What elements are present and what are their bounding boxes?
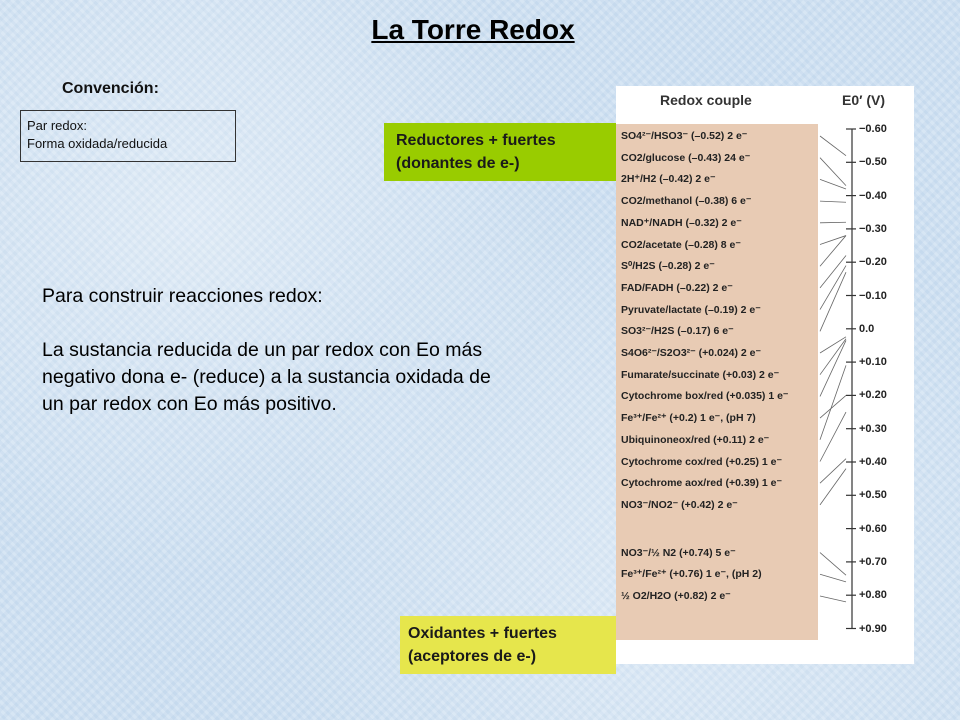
couple-connector: [820, 179, 846, 189]
redox-couple: NO3⁻/½ N2 (+0.74) 5 e⁻: [621, 546, 736, 559]
redox-couple: FAD/FADH (–0.22) 2 e⁻: [621, 281, 733, 294]
explanation-text: [42, 283, 512, 418]
page-title: La Torre Redox: [371, 14, 575, 45]
redox-tower: [616, 86, 914, 664]
reductores-line-1: Reductores + fuertes: [396, 132, 556, 149]
couple-connector: [820, 222, 846, 223]
tower-header-couple: Redox couple: [660, 92, 752, 108]
scale-label: −0.10: [859, 289, 887, 302]
redox-couple: Cytochrome box/red (+0.035) 1 e⁻: [621, 390, 789, 403]
redox-couple: SO3²⁻/H2S (–0.17) 6 e⁻: [621, 325, 734, 338]
couple-connector: [820, 158, 846, 186]
couple-connector: [820, 136, 846, 156]
convention-label: Convención:: [62, 80, 159, 97]
redox-couple: Fe³⁺/Fe²⁺ (+0.2) 1 e⁻, (pH 7): [621, 412, 756, 425]
couple-connector: [820, 340, 846, 396]
oxidantes-line-2: (aceptores de e-): [408, 648, 537, 665]
couple-connector: [820, 412, 846, 461]
redox-couple: Cytochrome cox/red (+0.25) 1 e⁻: [621, 455, 783, 468]
redox-couple: Ubiquinoneox/red (+0.11) 2 e⁻: [621, 433, 770, 446]
redox-couple: S⁰/H2S (–0.28) 2 e⁻: [621, 260, 715, 273]
scale-label: −0.50: [859, 156, 887, 169]
redox-couple: SO4²⁻/HSO3⁻ (–0.52) 2 e⁻: [621, 130, 748, 142]
redox-couple: CO2/methanol (–0.38) 6 e⁻: [621, 195, 752, 208]
scale-label: −0.40: [859, 189, 887, 202]
explanation-body: La sustancia reducida de un par redox con Eo más negativo dona e- (reduce) a la sustancia oxidada de un par redox con Eo más positivo.: [42, 339, 491, 415]
convention-line-2: Forma oxidada/reducida: [27, 136, 168, 151]
tower-scale-svg: [616, 86, 914, 664]
redox-couple: CO2/glucose (–0.43) 24 e⁻: [621, 151, 751, 164]
redox-couple: Cytochrome aox/red (+0.39) 1 e⁻: [621, 477, 783, 490]
convention-line-1: Par redox:: [27, 118, 87, 133]
oxidantes-box: [400, 616, 616, 674]
couple-connector: [820, 365, 846, 439]
scale-label: +0.70: [859, 555, 887, 568]
redox-couple: Fumarate/succinate (+0.03) 2 e⁻: [621, 368, 780, 381]
explanation-heading: Para construir reacciones redox:: [42, 285, 323, 307]
redox-couple: S4O6²⁻/S2O3²⁻ (+0.024) 2 e⁻: [621, 347, 762, 359]
redox-couple: NAD⁺/NADH (–0.32) 2 e⁻: [621, 216, 742, 229]
couple-connector: [820, 272, 846, 331]
tower-header-e0: E0′ (V): [842, 92, 886, 108]
scale-label: −0.20: [859, 256, 887, 269]
couple-connector: [820, 574, 846, 582]
scale-label: +0.40: [859, 456, 887, 468]
redox-couple: Fe³⁺/Fe²⁺ (+0.76) 1 e⁻, (pH 2): [621, 568, 762, 581]
scale-label: +0.80: [859, 589, 887, 602]
scale-label: −0.30: [859, 222, 887, 235]
couple-connector: [820, 469, 846, 505]
scale-label: +0.60: [859, 522, 887, 535]
redox-couple: CO2/acetate (–0.28) 8 e⁻: [621, 238, 741, 251]
couple-connector: [820, 596, 846, 602]
couple-connector: [820, 201, 846, 202]
reductores-line-2: (donantes de e-): [396, 155, 520, 172]
couple-connector: [820, 395, 846, 418]
scale-label: −0.60: [859, 123, 887, 135]
reductores-box: [384, 123, 616, 181]
redox-couple: ½ O2/H2O (+0.82) 2 e⁻: [621, 590, 731, 602]
scale-label: 0.0: [859, 322, 875, 335]
couple-connector: [820, 459, 846, 484]
couple-connector: [820, 553, 846, 576]
oxidantes-line-1: Oxidantes + fuertes: [408, 625, 557, 642]
scale-label: +0.90: [859, 622, 887, 635]
redox-couple: 2H⁺/H2 (–0.42) 2 e⁻: [621, 173, 716, 186]
scale-label: +0.30: [859, 422, 887, 435]
scale-label: +0.10: [859, 356, 887, 369]
convention-box: [20, 110, 236, 162]
scale-label: +0.50: [859, 489, 887, 502]
scale-label: +0.20: [859, 389, 887, 402]
redox-couple: Pyruvate/lactate (–0.19) 2 e⁻: [621, 303, 761, 316]
redox-couple: NO3⁻/NO2⁻ (+0.42) 2 e⁻: [621, 498, 738, 511]
couple-connector: [820, 337, 846, 353]
